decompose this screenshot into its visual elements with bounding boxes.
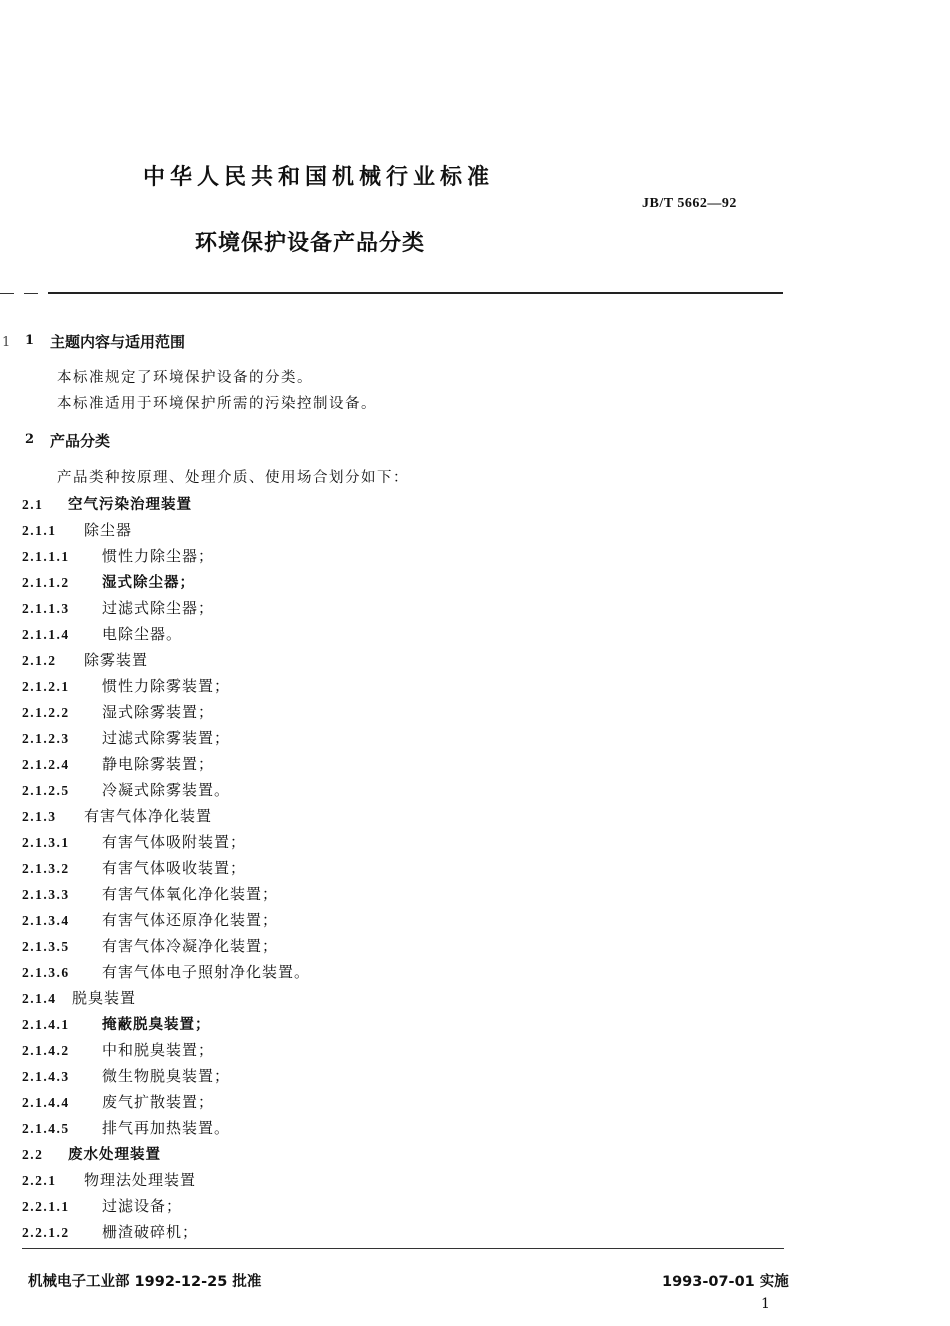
item-text: 静电除雾装置； <box>102 755 215 773</box>
list-item <box>22 699 310 725</box>
list-item <box>22 1037 310 1063</box>
footer-rule <box>22 1248 784 1249</box>
item-number: 2.1.4.5 <box>22 1121 70 1136</box>
classification-list <box>22 491 310 1245</box>
section-title: 主题内容与适用范围 <box>50 333 186 351</box>
item-text: 过滤设备； <box>102 1197 183 1215</box>
item-text: 脱臭装置 <box>72 989 137 1007</box>
implementation-date: 1993-07-01 实施 <box>662 1274 789 1290</box>
item-number: 2.1.1.3 <box>22 601 70 616</box>
list-item <box>22 855 310 881</box>
item-number: 2.1.3.3 <box>22 887 70 902</box>
item-text: 排气再加热装置。 <box>102 1119 231 1137</box>
item-text: 废气扩散装置； <box>102 1093 215 1111</box>
item-number: 2.1.3.2 <box>22 861 70 876</box>
list-item <box>22 1141 310 1167</box>
item-text: 惯性力除雾装置； <box>102 677 231 695</box>
item-number: 2.1.2 <box>22 653 57 668</box>
list-item <box>22 647 310 673</box>
list-item <box>22 491 310 517</box>
item-number: 2.1.1 <box>22 523 57 538</box>
list-item <box>22 1219 310 1245</box>
paragraph: 本标准适用于环境保护所需的污染控制设备。 <box>57 396 377 412</box>
item-text: 湿式除尘器； <box>102 575 195 591</box>
item-number: 2.1.3.1 <box>22 835 70 850</box>
item-text: 掩蔽脱臭装置； <box>102 1017 211 1033</box>
list-item <box>22 621 310 647</box>
approval-line: 机械电子工业部 1992-12-25 批准 <box>28 1274 262 1290</box>
list-item <box>22 517 310 543</box>
paragraph: 产品类种按原理、处理介质、使用场合划分如下： <box>57 470 409 486</box>
item-number: 2.1.2.3 <box>22 731 70 746</box>
standard-body-heading: 中华人民共和国机械行业标准 <box>143 165 495 190</box>
header-rule-dash <box>0 293 14 294</box>
item-number: 2.1 <box>22 497 44 512</box>
standard-code: JB/T 5662—92 <box>642 196 737 211</box>
list-item <box>22 1011 310 1037</box>
list-item <box>22 959 310 985</box>
list-item <box>22 829 310 855</box>
item-text: 冷凝式除雾装置。 <box>102 781 231 799</box>
list-item <box>22 777 310 803</box>
item-number: 2.2 <box>22 1147 44 1162</box>
header-rule-dash <box>24 293 38 294</box>
item-number: 2.1.3.6 <box>22 965 70 980</box>
item-text: 惯性力除尘器； <box>102 547 215 565</box>
item-number: 2.1.4.2 <box>22 1043 70 1058</box>
header-rule <box>48 292 783 294</box>
item-number: 2.1.2.1 <box>22 679 70 694</box>
paragraph: 本标准规定了环境保护设备的分类。 <box>57 370 313 386</box>
item-number: 2.2.1 <box>22 1173 57 1188</box>
list-item <box>22 751 310 777</box>
item-number: 2.1.3 <box>22 809 57 824</box>
item-text: 物理法处理装置 <box>84 1171 197 1189</box>
item-number: 2.1.4.3 <box>22 1069 70 1084</box>
item-number: 2.1.1.1 <box>22 549 70 564</box>
list-item <box>22 933 310 959</box>
item-number: 2.2.1.1 <box>22 1199 70 1214</box>
item-text: 有害气体冷凝净化装置； <box>102 937 279 955</box>
item-number: 2.1.1.2 <box>22 575 70 590</box>
page-number: 1 <box>761 1296 770 1312</box>
item-text: 除雾装置 <box>84 651 149 669</box>
section-number: 1 <box>25 333 35 348</box>
list-item <box>22 595 310 621</box>
list-item <box>22 1089 310 1115</box>
list-item <box>22 881 310 907</box>
item-text: 过滤式除雾装置； <box>102 729 231 747</box>
list-item <box>22 569 310 595</box>
document-title: 环境保护设备产品分类 <box>195 231 426 256</box>
item-text: 微生物脱臭装置； <box>102 1067 231 1085</box>
item-text: 有害气体吸收装置； <box>102 859 247 877</box>
list-item <box>22 543 310 569</box>
item-text: 过滤式除尘器； <box>102 599 215 617</box>
list-item <box>22 1063 310 1089</box>
item-text: 湿式除雾装置； <box>102 703 215 721</box>
item-number: 2.1.4 <box>22 991 57 1006</box>
item-text: 有害气体氧化净化装置； <box>102 885 279 903</box>
item-text: 有害气体净化装置 <box>84 807 213 825</box>
item-number: 2.1.2.2 <box>22 705 70 720</box>
item-text: 中和脱臭装置； <box>102 1041 215 1059</box>
item-text: 废水处理装置 <box>68 1147 161 1163</box>
list-item <box>22 1193 310 1219</box>
item-text: 电除尘器。 <box>102 625 183 643</box>
item-number: 2.1.3.4 <box>22 913 70 928</box>
item-text: 除尘器 <box>84 521 133 539</box>
list-item <box>22 803 310 829</box>
section-number: 2 <box>25 432 35 447</box>
item-number: 2.1.4.4 <box>22 1095 70 1110</box>
item-number: 2.1.4.1 <box>22 1017 70 1032</box>
item-text: 有害气体电子照射净化装置。 <box>102 963 311 981</box>
item-number: 2.1.2.5 <box>22 783 70 798</box>
list-item <box>22 673 310 699</box>
item-number: 2.1.2.4 <box>22 757 70 772</box>
item-text: 有害气体还原净化装置； <box>102 911 279 929</box>
list-item <box>22 725 310 751</box>
margin-mark: 1 <box>2 335 11 350</box>
item-text: 有害气体吸附装置； <box>102 833 247 851</box>
item-number: 2.1.3.5 <box>22 939 70 954</box>
list-item <box>22 1115 310 1141</box>
list-item <box>22 907 310 933</box>
item-text: 空气污染治理装置 <box>68 497 192 513</box>
section-title: 产品分类 <box>50 432 111 450</box>
list-item <box>22 1167 310 1193</box>
item-text: 栅渣破碎机； <box>102 1223 199 1241</box>
item-number: 2.2.1.2 <box>22 1225 70 1240</box>
list-item <box>22 985 310 1011</box>
item-number: 2.1.1.4 <box>22 627 70 642</box>
